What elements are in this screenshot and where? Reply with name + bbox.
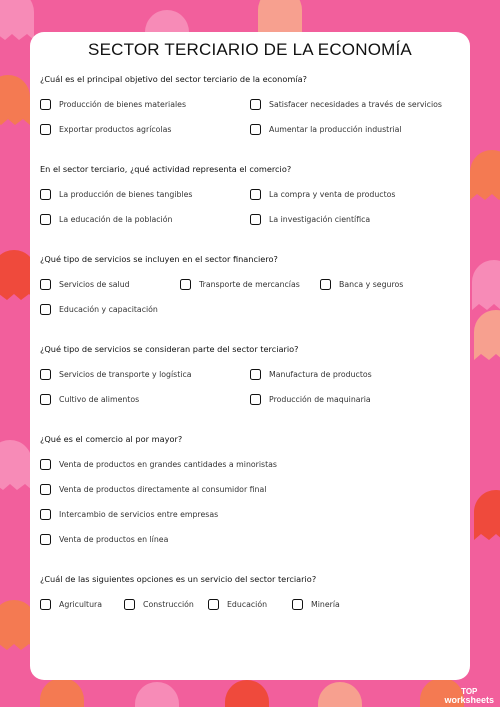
checkbox[interactable] <box>292 599 303 610</box>
option-4-3[interactable]: Cultivo de alimentos <box>40 394 139 405</box>
checkbox[interactable] <box>250 189 261 200</box>
checkbox[interactable] <box>40 394 51 405</box>
ghost-icon <box>318 682 362 707</box>
page-title: SECTOR TERCIARIO DE LA ECONOMÍA <box>88 40 412 59</box>
option-6-4[interactable]: Minería <box>292 599 340 610</box>
brand-logo <box>444 687 494 705</box>
checkbox[interactable] <box>40 484 51 495</box>
option-4-1[interactable]: Servicios de transporte y logística <box>40 369 192 380</box>
checkbox[interactable] <box>250 99 261 110</box>
ghost-icon <box>474 490 500 540</box>
checkbox[interactable] <box>124 599 135 610</box>
option-5-3[interactable]: Intercambio de servicios entre empresas <box>40 509 218 520</box>
ghost-icon <box>135 682 179 707</box>
checkbox[interactable] <box>320 279 331 290</box>
ghost-icon <box>470 150 500 200</box>
option-6-3[interactable]: Educación <box>208 599 267 610</box>
checkbox[interactable] <box>40 189 51 200</box>
option-2-2[interactable]: La compra y venta de productos <box>250 189 395 200</box>
checkbox[interactable] <box>208 599 219 610</box>
worksheet-card <box>30 32 470 680</box>
brand-top: TOP <box>461 687 478 696</box>
checkbox[interactable] <box>180 279 191 290</box>
question-1: ¿Cuál es el principal objetivo del sector terciario de la economía? <box>40 74 307 84</box>
question-5: ¿Qué es el comercio al por mayor? <box>40 434 183 444</box>
option-1-2[interactable]: Satisfacer necesidades a través de servicios <box>250 99 442 110</box>
option-3-4[interactable]: Educación y capacitación <box>40 304 158 315</box>
option-5-2[interactable]: Venta de productos directamente al consumidor final <box>40 484 266 495</box>
option-3-3[interactable]: Banca y seguros <box>320 279 403 290</box>
checkbox[interactable] <box>40 369 51 380</box>
option-6-2[interactable]: Construcción <box>124 599 194 610</box>
option-2-1[interactable]: La producción de bienes tangibles <box>40 189 192 200</box>
checkbox[interactable] <box>40 124 51 135</box>
option-2-3[interactable]: La educación de la población <box>40 214 172 225</box>
option-5-1[interactable]: Venta de productos en grandes cantidades a minoristas <box>40 459 277 470</box>
checkbox[interactable] <box>250 394 261 405</box>
question-4: ¿Qué tipo de servicios se consideran parte del sector terciario? <box>40 344 299 354</box>
checkbox[interactable] <box>40 99 51 110</box>
option-1-3[interactable]: Exportar productos agrícolas <box>40 124 171 135</box>
ghost-icon <box>0 0 34 40</box>
option-2-4[interactable]: La investigación científica <box>250 214 370 225</box>
ghost-icon <box>0 440 32 490</box>
option-6-1[interactable]: Agricultura <box>40 599 102 610</box>
checkbox[interactable] <box>250 214 261 225</box>
checkbox[interactable] <box>40 599 51 610</box>
option-3-1[interactable]: Servicios de salud <box>40 279 130 290</box>
ghost-icon <box>225 680 269 707</box>
question-3: ¿Qué tipo de servicios se incluyen en el sector financiero? <box>40 254 278 264</box>
checkbox[interactable] <box>40 304 51 315</box>
checkbox[interactable] <box>250 124 261 135</box>
ghost-icon <box>0 75 30 125</box>
question-6: ¿Cuál de las siguientes opciones es un servicio del sector terciario? <box>40 574 317 584</box>
brand-bottom: worksheets <box>444 695 494 705</box>
ghost-icon <box>474 310 500 360</box>
question-2: En el sector terciario, ¿qué actividad representa el comercio? <box>40 164 292 174</box>
checkbox[interactable] <box>250 369 261 380</box>
option-4-4[interactable]: Producción de maquinaria <box>250 394 371 405</box>
checkbox[interactable] <box>40 509 51 520</box>
option-1-4[interactable]: Aumentar la producción industrial <box>250 124 402 135</box>
checkbox[interactable] <box>40 459 51 470</box>
checkbox[interactable] <box>40 214 51 225</box>
checkbox[interactable] <box>40 279 51 290</box>
ghost-icon <box>40 678 84 707</box>
option-4-2[interactable]: Manufactura de productos <box>250 369 372 380</box>
ghost-icon <box>472 260 500 310</box>
checkbox[interactable] <box>40 534 51 545</box>
option-3-2[interactable]: Transporte de mercancías <box>180 279 300 290</box>
option-1-1[interactable]: Producción de bienes materiales <box>40 99 186 110</box>
option-5-4[interactable]: Venta de productos en línea <box>40 534 168 545</box>
